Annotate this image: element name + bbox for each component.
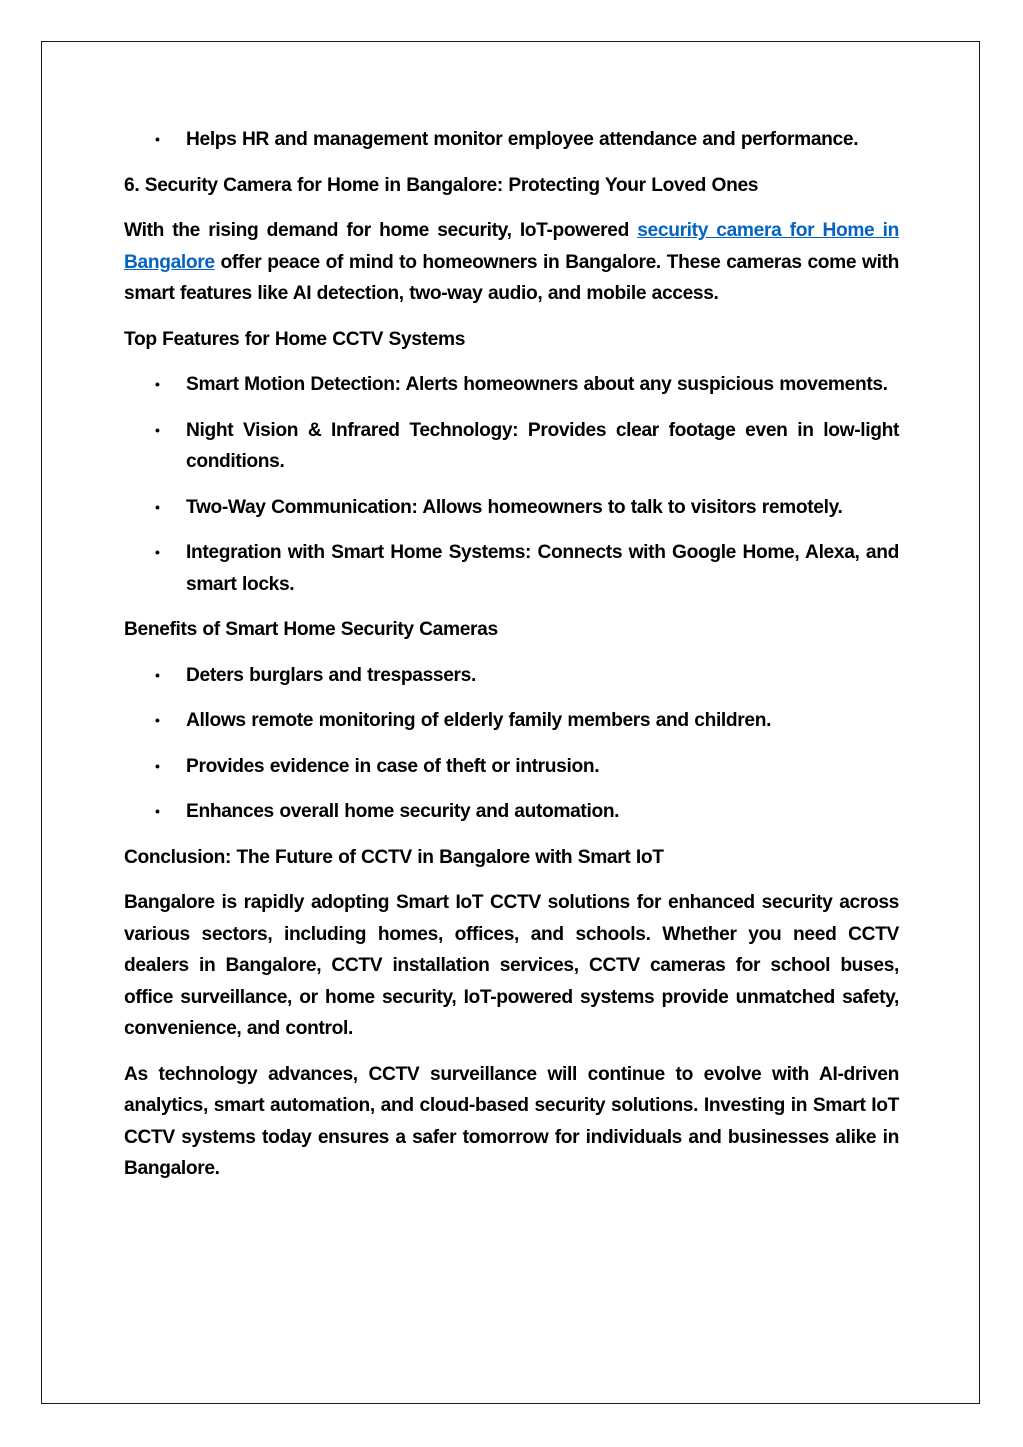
security-camera-home-link[interactable]: security camera for Home in Bangalore	[124, 220, 899, 273]
bullet-icon: •	[155, 421, 160, 438]
conclusion-paragraph-1: Bangalore is rapidly adopting Smart IoT CCTV solutions for enhanced security across various sectors, including homes, offices, and schools. Whether you need CCTV dealers in Bangalore, CCTV installation services, CCTV cameras for school buses, office surveillance, or home security, IoT-powered systems provide unmatched safety, convenience, and control.	[124, 892, 899, 1039]
list-item-text: Enhances overall home security and automation.	[186, 801, 620, 822]
benefits-list	[124, 660, 899, 828]
list-item-text: Helps HR and management monitor employee attendance and performance.	[186, 129, 859, 150]
bullet-icon: •	[155, 712, 160, 728]
conclusion-paragraph-2: As technology advances, CCTV surveillance will continue to evolve with AI-driven analytics, smart automation, and cloud-based security solutions. Investing in Smart IoT CCTV systems today ensures a safer tomorrow for individuals and businesses alike in Bangalore.	[124, 1063, 899, 1179]
paragraph-text: offer peace of mind to homeowners in Bangalore. These cameras come with smart features like AI detection, two-way audio, and mobile access.	[124, 251, 899, 304]
list-item-text: Smart Motion Detection: Alerts homeowners about any suspicious movements.	[186, 374, 888, 395]
list-item-text: Provides evidence in case of theft or intrusion.	[186, 755, 600, 777]
features-list	[124, 369, 899, 600]
bullet-icon: •	[155, 544, 160, 560]
conclusion-heading: Conclusion: The Future of CCTV in Bangalore with Smart IoT	[124, 846, 664, 868]
section-heading: 6. Security Camera for Home in Bangalore: Protecting Your Loved Ones	[124, 174, 759, 196]
list-item-text: Deters burglars and trespassers.	[186, 664, 476, 686]
document-body	[124, 124, 899, 1199]
list-item-text: Allows remote monitoring of elderly family members and children.	[186, 710, 772, 731]
list-item-text: Two-Way Communication: Allows homeowners to talk to visitors remotely.	[186, 496, 843, 518]
bullet-icon: •	[155, 376, 160, 392]
list-item	[124, 124, 899, 156]
list-item	[124, 415, 899, 478]
list-item	[124, 492, 899, 524]
list-item	[124, 369, 899, 401]
list-item-text: Integration with Smart Home Systems: Connects with Google Home, Alexa, and smart locks.	[186, 542, 899, 595]
paragraph-text: With the rising demand for home security, IoT-powered	[124, 220, 638, 241]
bullet-icon: •	[155, 757, 160, 774]
list-item	[124, 537, 899, 600]
list-item-text: Night Vision & Infrared Technology: Provides clear footage even in low-light conditions.	[186, 419, 899, 472]
bullet-icon: •	[155, 498, 160, 515]
bullet-icon: •	[155, 131, 160, 147]
bullet-icon: •	[155, 803, 160, 819]
list-item	[124, 796, 899, 828]
intro-list	[124, 124, 899, 156]
features-heading: Top Features for Home CCTV Systems	[124, 328, 466, 350]
list-item	[124, 705, 899, 737]
list-item	[124, 751, 899, 783]
benefits-heading: Benefits of Smart Home Security Cameras	[124, 619, 498, 640]
section-paragraph	[124, 215, 899, 310]
bullet-icon: •	[155, 666, 160, 683]
list-item	[124, 660, 899, 692]
